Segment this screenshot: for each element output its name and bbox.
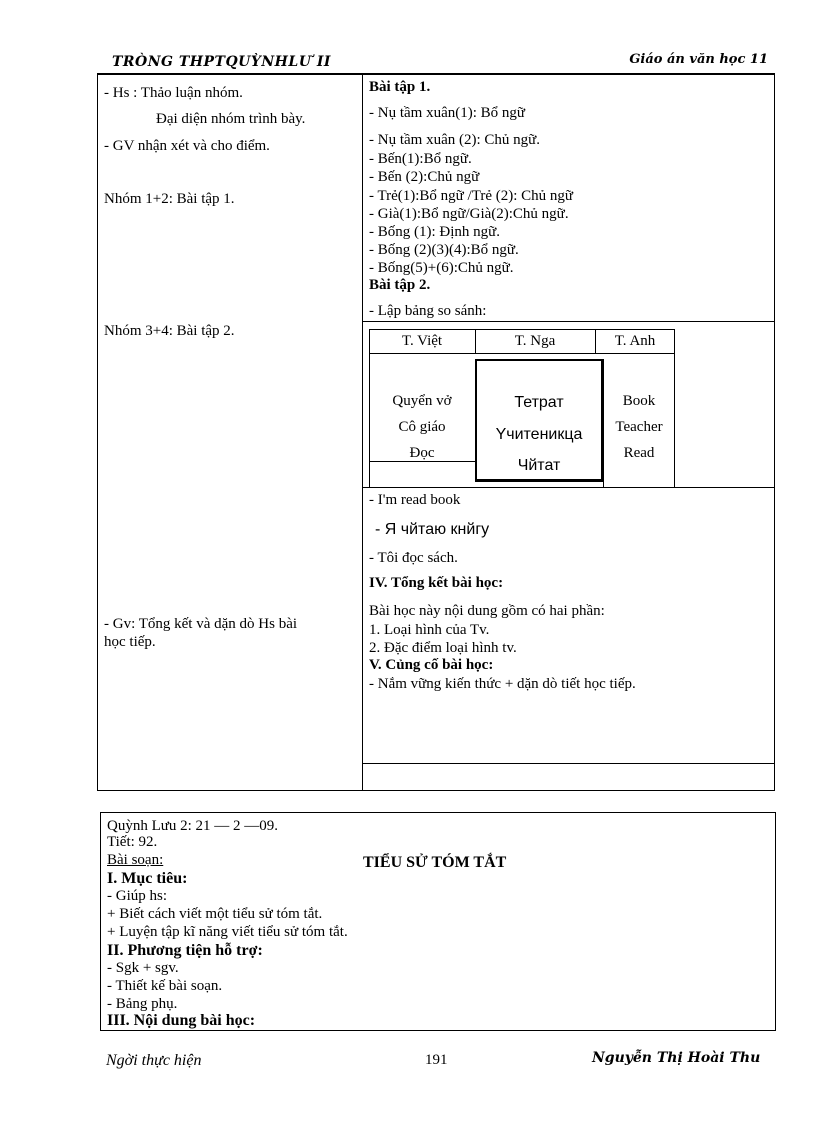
resource-line-3: - Bảng phụ. [107,996,178,1012]
row-divider-1 [363,321,774,322]
objectives-title: I. Mục tiêu: [107,870,188,887]
ex1-line-4: - Bến (2):Chủ ngữ [369,169,480,185]
next-lesson-box [100,812,776,1031]
ex1-line-8: - Bống (2)(3)(4):Bổ ngữ. [369,242,519,258]
ex1-line-3: - Bến(1):Bổ ngữ. [369,151,472,167]
page-number: 191 [425,1052,448,1068]
objective-line-3: + Luyện tập kĩ năng viết tiểu sử tóm tắt. [107,924,348,940]
section-4-title: IV. Tổng kết bài học: [369,575,504,591]
comparison-table [369,329,675,488]
nga-word-2: Yчитеникца [495,426,583,443]
header-nga: T. Nga [514,333,556,349]
section-4-item-1: 1. Loại hình của Tv. [369,622,490,638]
activity-table [97,74,775,791]
section-5-line: - Nắm vững kiến thức + dặn dò tiết học tiếp. [369,676,636,692]
header-viet: T. Việt [401,333,443,349]
resources-title: II. Phương tiện hỗ trợ: [107,942,263,959]
nga-bottom-rule [475,481,603,482]
viet-word-1: Quyển vở [392,393,452,409]
resource-line-2: - Thiết kế bài soạn. [107,978,223,994]
ex1-line-2: - Nụ tầm xuân (2): Chủ ngữ. [369,132,541,148]
left-line-3: - GV nhận xét và cho điểm. [104,138,270,154]
anh-word-2: Teacher [615,419,663,435]
objective-line-1: - Giúp hs: [107,888,167,904]
teacher-activity-column [98,75,362,790]
school-name: TRÒNG THPTQUỲNHLƯ II [112,54,331,70]
viet-word-3: Đọc [409,445,435,461]
example-russian: - Я чйтаю кнйгу [375,521,490,538]
ex1-line-1: - Nụ tầm xuân(1): Bổ ngữ [369,105,526,121]
ex2-intro: - Lập bảng so sánh: [369,303,487,319]
row-divider-3 [363,763,774,764]
summary-line-2: học tiếp. [104,634,156,650]
nga-word-1: Тетрат [514,394,564,411]
anh-word-1: Book [622,393,656,409]
objective-line-2: + Biết cách viết một tiểu sử tóm tắt. [107,906,323,922]
viet-word-2: Cô giáo [398,419,446,435]
anh-word-3: Read [623,445,655,461]
row-divider-2 [363,487,774,488]
summary-line-1: - Gv: Tổng kết và dặn dò Hs bài [104,616,298,632]
section-4-item-2: 2. Đặc điểm loại hình tv. [369,640,517,656]
group-3-4: Nhóm 3+4: Bài tập 2. [104,323,235,339]
example-vietnamese: - Tôi đọc sách. [369,550,458,566]
exercise-1-title: Bài tập 1. [369,79,431,95]
group-1-2: Nhóm 1+2: Bài tập 1. [104,191,235,207]
ex1-line-6: - Già(1):Bổ ngữ/Già(2):Chủ ngữ. [369,206,569,222]
ex1-line-9: - Bống(5)+(6):Chủ ngữ. [369,260,514,276]
ex1-line-5: - Trẻ(1):Bổ ngữ /Trẻ (2): Chủ ngữ [369,188,574,204]
footer-author-name: Nguyễn Thị Hoài Thu [592,1050,761,1066]
subject-title: Giáo án văn học 11 [629,52,768,67]
left-line-2: Đại diện nhóm trình bày. [156,111,306,127]
section-5-title: V. Củng cố bài học: [369,657,494,673]
example-english: - I'm read book [369,492,461,508]
lesson-title: TIỂU SỬ TÓM TẮT [363,854,507,871]
nga-word-3: Чйтат [517,457,561,474]
resource-line-1: - Sgk + sgv. [107,960,179,976]
footer-author-label: Ngời thực hiện [106,1052,202,1069]
prepared-label: Bài soạn: [107,852,164,868]
header-anh: T. Anh [614,333,656,349]
ex1-line-7: - Bống (1): Định ngữ. [369,224,501,240]
exercise-2-title: Bài tập 2. [369,277,431,293]
content-column [363,75,774,790]
left-line-1: - Hs : Thảo luận nhóm. [104,85,243,101]
section-4-intro: Bài học này nội dung gồm có hai phần: [369,603,605,619]
header-rule [369,353,675,354]
period-line: Tiết: 92. [107,834,158,850]
content-title: III. Nội dung bài học: [107,1012,256,1029]
date-line: Quỳnh Lưu 2: 21 — 2 —09. [107,818,279,834]
